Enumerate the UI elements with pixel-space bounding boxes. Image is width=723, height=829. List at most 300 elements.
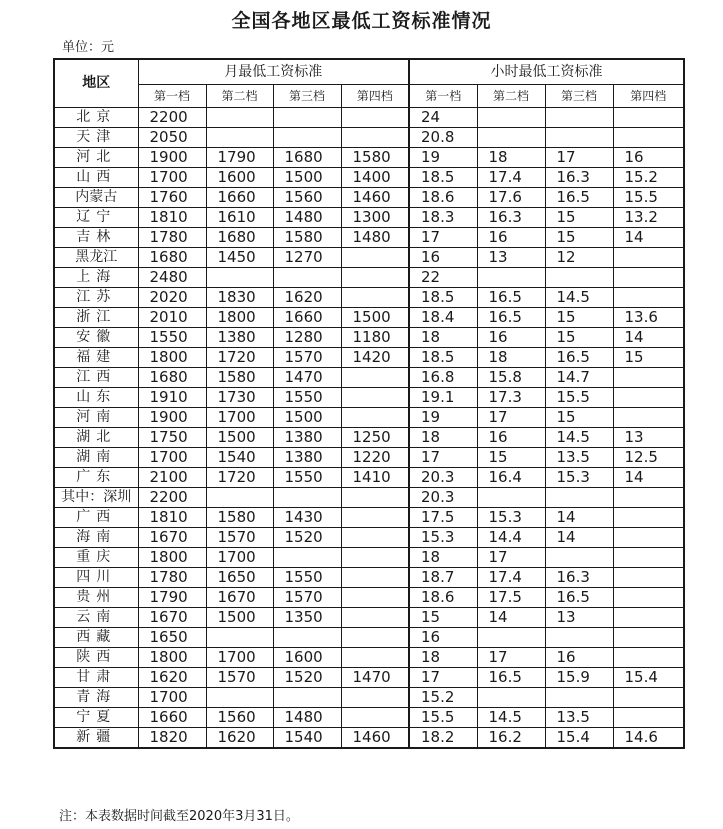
hourly-tier-1-cell: 18 [409, 648, 477, 668]
monthly-tier-2-cell: 1500 [206, 428, 273, 448]
hourly-tier-3-cell: 14.7 [545, 368, 613, 388]
hourly-tier-3-cell [545, 128, 613, 148]
monthly-tier-3-cell: 1550 [273, 388, 341, 408]
monthly-tier-4-cell: 1220 [341, 448, 409, 468]
hourly-tier-2-cell: 16.5 [477, 668, 545, 688]
monthly-tier-2-cell [206, 128, 273, 148]
table-row [54, 188, 684, 208]
hourly-tier-2-cell: 17 [477, 548, 545, 568]
region-column-header: 地区 [54, 59, 138, 108]
monthly-tier-2-cell: 1700 [206, 548, 273, 568]
hourly-tier-1-cell: 18.5 [409, 168, 477, 188]
hourly-tier-3-cell [545, 108, 613, 128]
hourly-tier-4-cell: 15.2 [613, 168, 684, 188]
header-row-groups [54, 59, 684, 85]
monthly-tier-4-cell [341, 548, 409, 568]
hourly-tier-3-cell: 16.5 [545, 188, 613, 208]
hourly-tier-4-cell [613, 628, 684, 648]
hourly-tier-3-cell: 16.5 [545, 348, 613, 368]
unit-label: 单位：元 [62, 40, 115, 55]
monthly-tier-3-cell [273, 688, 341, 708]
hourly-tier-1-cell: 15.2 [409, 688, 477, 708]
monthly-tier-3-cell: 1540 [273, 728, 341, 749]
hourly-tier-2-cell: 16.5 [477, 308, 545, 328]
region-cell: 陕西 [54, 648, 138, 668]
hourly-tier-4-cell: 13.2 [613, 208, 684, 228]
monthly-tier-4-cell: 1460 [341, 188, 409, 208]
region-cell: 吉林 [54, 228, 138, 248]
hourly-tier-2-cell: 17.3 [477, 388, 545, 408]
hourly-tier-2-cell: 17 [477, 648, 545, 668]
monthly-tier-1-cell: 1910 [138, 388, 206, 408]
hourly-tier-2-cell: 15.8 [477, 368, 545, 388]
monthly-tier-2-cell: 1720 [206, 348, 273, 368]
hourly-tier-3-cell: 15.3 [545, 468, 613, 488]
region-cell: 山西 [54, 168, 138, 188]
hourly-tier-1-cell: 18.3 [409, 208, 477, 228]
monthly-tier-3-cell [273, 108, 341, 128]
hourly-tier-3-cell: 17 [545, 148, 613, 168]
monthly-tier-4-cell [341, 388, 409, 408]
hourly-tier-4-cell [613, 548, 684, 568]
monthly-tier-2-cell [206, 268, 273, 288]
hourly-tier-3-cell [545, 628, 613, 648]
monthly-tier-3-cell: 1560 [273, 188, 341, 208]
hourly-tier-2-cell [477, 268, 545, 288]
table-row [54, 148, 684, 168]
monthly-tier-4-cell [341, 108, 409, 128]
monthly-tier-3-cell [273, 128, 341, 148]
monthly-tier-1-cell: 2010 [138, 308, 206, 328]
monthly-tier-1-cell: 1810 [138, 208, 206, 228]
table-row [54, 248, 684, 268]
region-cell: 海南 [54, 528, 138, 548]
hourly-tier-4-cell: 16 [613, 148, 684, 168]
table-row [54, 208, 684, 228]
hourly-tier-4-cell: 14.6 [613, 728, 684, 749]
hourly-tier-1-cell: 15.3 [409, 528, 477, 548]
monthly-tier-3-cell: 1570 [273, 348, 341, 368]
hourly-tier-2-cell [477, 628, 545, 648]
hourly-tier-3-cell: 14.5 [545, 428, 613, 448]
table-row [54, 728, 684, 749]
table-row [54, 608, 684, 628]
hourly-tier-4-cell: 13.6 [613, 308, 684, 328]
monthly-tier-4-cell: 1580 [341, 148, 409, 168]
monthly-tier-4-cell: 1460 [341, 728, 409, 749]
monthly-tier-2-cell: 1580 [206, 508, 273, 528]
monthly-tier-2-cell: 1620 [206, 728, 273, 749]
monthly-tier-2-cell: 1580 [206, 368, 273, 388]
monthly-tier-3-header: 第三档 [273, 85, 341, 108]
monthly-tier-4-cell: 1470 [341, 668, 409, 688]
hourly-tier-4-cell [613, 508, 684, 528]
table-row [54, 168, 684, 188]
monthly-tier-4-cell [341, 608, 409, 628]
monthly-tier-2-cell: 1680 [206, 228, 273, 248]
monthly-tier-1-cell: 1700 [138, 168, 206, 188]
table-row [54, 468, 684, 488]
monthly-tier-4-cell [341, 248, 409, 268]
region-cell: 内蒙古 [54, 188, 138, 208]
monthly-tier-3-cell: 1500 [273, 408, 341, 428]
table-row [54, 408, 684, 428]
table-row [54, 328, 684, 348]
hourly-tier-3-cell [545, 488, 613, 508]
region-cell: 其中：深圳 [54, 488, 138, 508]
hourly-tier-4-cell [613, 708, 684, 728]
monthly-tier-4-cell [341, 528, 409, 548]
hourly-tier-1-cell: 17 [409, 668, 477, 688]
region-cell: 北京 [54, 108, 138, 128]
hourly-tier-3-cell: 16.3 [545, 168, 613, 188]
hourly-tier-2-cell: 18 [477, 348, 545, 368]
monthly-tier-3-cell: 1550 [273, 568, 341, 588]
monthly-tier-2-cell: 1790 [206, 148, 273, 168]
hourly-tier-1-cell: 18.7 [409, 568, 477, 588]
monthly-tier-3-cell: 1270 [273, 248, 341, 268]
monthly-tier-1-cell: 1900 [138, 408, 206, 428]
region-cell: 重庆 [54, 548, 138, 568]
table-row [54, 308, 684, 328]
monthly-tier-2-cell: 1570 [206, 668, 273, 688]
region-cell: 湖北 [54, 428, 138, 448]
hourly-tier-1-cell: 17 [409, 228, 477, 248]
table-row [54, 668, 684, 688]
monthly-tier-3-cell: 1480 [273, 208, 341, 228]
monthly-tier-3-cell: 1380 [273, 428, 341, 448]
region-cell: 安徽 [54, 328, 138, 348]
monthly-tier-1-cell: 2200 [138, 108, 206, 128]
hourly-tier-3-cell: 16.3 [545, 568, 613, 588]
monthly-tier-4-cell [341, 288, 409, 308]
hourly-tier-4-cell [613, 688, 684, 708]
monthly-tier-3-cell: 1570 [273, 588, 341, 608]
monthly-tier-2-cell: 1720 [206, 468, 273, 488]
table-row [54, 588, 684, 608]
hourly-tier-3-cell [545, 688, 613, 708]
monthly-tier-2-cell: 1670 [206, 588, 273, 608]
table-row [54, 548, 684, 568]
hourly-tier-3-cell: 15 [545, 228, 613, 248]
hourly-tier-2-cell: 15.3 [477, 508, 545, 528]
table-row [54, 688, 684, 708]
monthly-tier-2-cell: 1650 [206, 568, 273, 588]
monthly-tier-1-cell: 1810 [138, 508, 206, 528]
monthly-tier-2-cell: 1500 [206, 608, 273, 628]
monthly-tier-2-cell [206, 108, 273, 128]
monthly-tier-2-cell: 1700 [206, 648, 273, 668]
monthly-tier-1-cell: 1680 [138, 248, 206, 268]
table-row [54, 628, 684, 648]
monthly-tier-3-cell: 1470 [273, 368, 341, 388]
monthly-tier-4-cell [341, 488, 409, 508]
table-row [54, 288, 684, 308]
region-cell: 天津 [54, 128, 138, 148]
hourly-tier-4-cell: 15 [613, 348, 684, 368]
monthly-tier-4-cell [341, 628, 409, 648]
monthly-tier-1-cell: 1660 [138, 708, 206, 728]
hourly-tier-1-cell: 17 [409, 448, 477, 468]
hourly-tier-4-cell [613, 648, 684, 668]
hourly-tier-4-cell [613, 388, 684, 408]
hourly-tier-1-cell: 19.1 [409, 388, 477, 408]
table-row [54, 228, 684, 248]
monthly-tier-4-cell: 1250 [341, 428, 409, 448]
monthly-tier-2-cell: 1600 [206, 168, 273, 188]
monthly-tier-4-cell: 1410 [341, 468, 409, 488]
monthly-tier-3-cell: 1380 [273, 448, 341, 468]
table-row [54, 268, 684, 288]
monthly-tier-1-cell: 1670 [138, 528, 206, 548]
monthly-tier-3-cell [273, 548, 341, 568]
region-cell: 黑龙江 [54, 248, 138, 268]
hourly-tier-3-cell: 15.5 [545, 388, 613, 408]
monthly-tier-4-cell [341, 268, 409, 288]
monthly-tier-4-cell [341, 568, 409, 588]
hourly-tier-2-cell: 18 [477, 148, 545, 168]
monthly-group-header: 月最低工资标准 [138, 59, 409, 85]
hourly-tier-1-header: 第一档 [409, 85, 477, 108]
hourly-tier-1-cell: 24 [409, 108, 477, 128]
hourly-tier-2-cell: 16.4 [477, 468, 545, 488]
hourly-tier-1-cell: 18 [409, 428, 477, 448]
monthly-tier-1-cell: 2100 [138, 468, 206, 488]
hourly-tier-3-cell: 13.5 [545, 448, 613, 468]
hourly-tier-2-cell: 17.6 [477, 188, 545, 208]
hourly-tier-1-cell: 16 [409, 628, 477, 648]
hourly-tier-3-cell: 16.5 [545, 588, 613, 608]
monthly-tier-1-cell: 1780 [138, 228, 206, 248]
monthly-tier-1-cell: 1750 [138, 428, 206, 448]
monthly-tier-4-cell [341, 508, 409, 528]
hourly-tier-1-cell: 18 [409, 548, 477, 568]
region-cell: 新疆 [54, 728, 138, 749]
monthly-tier-3-cell: 1620 [273, 288, 341, 308]
hourly-tier-3-cell: 16 [545, 648, 613, 668]
monthly-tier-1-cell: 1900 [138, 148, 206, 168]
hourly-tier-3-cell [545, 268, 613, 288]
hourly-tier-4-cell [613, 588, 684, 608]
hourly-tier-1-cell: 18.6 [409, 588, 477, 608]
monthly-tier-1-cell: 1620 [138, 668, 206, 688]
monthly-tier-1-cell: 1820 [138, 728, 206, 749]
hourly-tier-1-cell: 15 [409, 608, 477, 628]
monthly-tier-1-cell: 2020 [138, 288, 206, 308]
hourly-tier-4-cell [613, 408, 684, 428]
hourly-tier-3-cell: 12 [545, 248, 613, 268]
hourly-tier-2-cell: 14 [477, 608, 545, 628]
hourly-tier-1-cell: 15.5 [409, 708, 477, 728]
monthly-tier-4-cell [341, 588, 409, 608]
region-cell: 甘肃 [54, 668, 138, 688]
hourly-tier-2-cell: 16.2 [477, 728, 545, 749]
hourly-tier-4-cell: 15.4 [613, 668, 684, 688]
hourly-tier-4-cell [613, 568, 684, 588]
hourly-tier-1-cell: 16.8 [409, 368, 477, 388]
hourly-tier-2-cell: 16 [477, 428, 545, 448]
hourly-tier-2-cell: 15 [477, 448, 545, 468]
hourly-tier-3-cell: 14 [545, 528, 613, 548]
hourly-tier-4-cell [613, 108, 684, 128]
hourly-tier-2-cell [477, 128, 545, 148]
hourly-tier-4-cell [613, 528, 684, 548]
region-cell: 河北 [54, 148, 138, 168]
monthly-tier-3-cell [273, 628, 341, 648]
monthly-tier-4-cell: 1300 [341, 208, 409, 228]
hourly-tier-3-cell: 13.5 [545, 708, 613, 728]
monthly-tier-2-cell: 1700 [206, 408, 273, 428]
hourly-tier-1-cell: 20.3 [409, 468, 477, 488]
region-cell: 江西 [54, 368, 138, 388]
hourly-tier-1-cell: 18 [409, 328, 477, 348]
monthly-tier-2-cell: 1730 [206, 388, 273, 408]
footnote: 注：本表数据时间截至2020年3月31日。 [59, 809, 299, 824]
hourly-tier-2-cell [477, 108, 545, 128]
monthly-tier-4-cell [341, 128, 409, 148]
monthly-tier-4-cell [341, 408, 409, 428]
region-cell: 贵州 [54, 588, 138, 608]
hourly-tier-1-cell: 18.4 [409, 308, 477, 328]
monthly-tier-3-cell: 1500 [273, 168, 341, 188]
monthly-tier-4-cell [341, 368, 409, 388]
region-cell: 上海 [54, 268, 138, 288]
monthly-tier-1-cell: 1780 [138, 568, 206, 588]
hourly-tier-3-cell: 15 [545, 408, 613, 428]
table-row [54, 428, 684, 448]
region-cell: 浙江 [54, 308, 138, 328]
hourly-tier-1-cell: 18.2 [409, 728, 477, 749]
monthly-tier-2-cell: 1450 [206, 248, 273, 268]
monthly-tier-1-cell: 1700 [138, 448, 206, 468]
monthly-tier-2-cell [206, 688, 273, 708]
monthly-tier-3-cell: 1520 [273, 528, 341, 548]
hourly-tier-1-cell: 18.5 [409, 288, 477, 308]
monthly-tier-3-cell: 1550 [273, 468, 341, 488]
monthly-tier-1-cell: 1670 [138, 608, 206, 628]
monthly-tier-2-cell: 1380 [206, 328, 273, 348]
monthly-tier-4-cell: 1420 [341, 348, 409, 368]
monthly-tier-1-cell: 1550 [138, 328, 206, 348]
hourly-tier-4-cell [613, 608, 684, 628]
monthly-tier-1-cell: 1700 [138, 688, 206, 708]
monthly-tier-4-cell: 1180 [341, 328, 409, 348]
monthly-tier-2-cell: 1800 [206, 308, 273, 328]
hourly-tier-2-cell: 16.5 [477, 288, 545, 308]
monthly-tier-2-cell: 1540 [206, 448, 273, 468]
region-cell: 河南 [54, 408, 138, 428]
hourly-tier-3-cell: 13 [545, 608, 613, 628]
hourly-tier-2-cell: 14.4 [477, 528, 545, 548]
region-cell: 湖南 [54, 448, 138, 468]
monthly-tier-3-cell: 1600 [273, 648, 341, 668]
table-row [54, 348, 684, 368]
monthly-tier-3-cell: 1580 [273, 228, 341, 248]
hourly-tier-4-cell: 13 [613, 428, 684, 448]
monthly-tier-1-cell: 1650 [138, 628, 206, 648]
table-row [54, 508, 684, 528]
hourly-tier-1-cell: 20.3 [409, 488, 477, 508]
region-cell: 辽宁 [54, 208, 138, 228]
table-row [54, 708, 684, 728]
hourly-tier-2-cell: 14.5 [477, 708, 545, 728]
region-cell: 江苏 [54, 288, 138, 308]
monthly-tier-1-cell: 1790 [138, 588, 206, 608]
region-cell: 宁夏 [54, 708, 138, 728]
hourly-group-header: 小时最低工资标准 [409, 59, 684, 85]
table-row [54, 108, 684, 128]
monthly-tier-2-cell: 1830 [206, 288, 273, 308]
hourly-tier-1-cell: 17.5 [409, 508, 477, 528]
monthly-tier-2-cell: 1560 [206, 708, 273, 728]
hourly-tier-1-cell: 18.6 [409, 188, 477, 208]
hourly-tier-3-cell: 15 [545, 308, 613, 328]
monthly-tier-3-cell [273, 488, 341, 508]
hourly-tier-2-cell: 17.4 [477, 168, 545, 188]
hourly-tier-3-cell: 14 [545, 508, 613, 528]
hourly-tier-1-cell: 19 [409, 148, 477, 168]
monthly-tier-2-cell [206, 488, 273, 508]
table-row [54, 648, 684, 668]
hourly-tier-4-cell [613, 268, 684, 288]
monthly-tier-3-cell: 1660 [273, 308, 341, 328]
monthly-tier-1-cell: 2480 [138, 268, 206, 288]
hourly-tier-4-cell: 14 [613, 328, 684, 348]
table-row [54, 368, 684, 388]
monthly-tier-3-cell: 1480 [273, 708, 341, 728]
monthly-tier-4-cell [341, 688, 409, 708]
region-cell: 福建 [54, 348, 138, 368]
table-row [54, 488, 684, 508]
hourly-tier-3-cell: 15 [545, 328, 613, 348]
monthly-tier-2-cell: 1610 [206, 208, 273, 228]
hourly-tier-2-header: 第二档 [477, 85, 545, 108]
monthly-tier-3-cell [273, 268, 341, 288]
hourly-tier-3-cell: 15 [545, 208, 613, 228]
monthly-tier-4-cell: 1480 [341, 228, 409, 248]
hourly-tier-3-header: 第三档 [545, 85, 613, 108]
monthly-tier-4-cell [341, 648, 409, 668]
table-body [54, 108, 684, 749]
hourly-tier-4-cell [613, 288, 684, 308]
monthly-tier-1-cell: 1800 [138, 548, 206, 568]
hourly-tier-1-cell: 20.8 [409, 128, 477, 148]
hourly-tier-3-cell [545, 548, 613, 568]
monthly-tier-4-cell: 1400 [341, 168, 409, 188]
hourly-tier-1-cell: 18.5 [409, 348, 477, 368]
region-cell: 青海 [54, 688, 138, 708]
hourly-tier-2-cell: 16.3 [477, 208, 545, 228]
hourly-tier-4-cell [613, 248, 684, 268]
monthly-tier-3-cell: 1430 [273, 508, 341, 528]
hourly-tier-1-cell: 19 [409, 408, 477, 428]
table-row [54, 388, 684, 408]
hourly-tier-4-cell [613, 128, 684, 148]
hourly-tier-1-cell: 22 [409, 268, 477, 288]
hourly-tier-2-cell [477, 688, 545, 708]
hourly-tier-3-cell: 15.9 [545, 668, 613, 688]
header-row-tiers [54, 85, 684, 108]
hourly-tier-4-cell: 12.5 [613, 448, 684, 468]
monthly-tier-1-cell: 1680 [138, 368, 206, 388]
region-cell: 广东 [54, 468, 138, 488]
hourly-tier-2-cell: 13 [477, 248, 545, 268]
hourly-tier-3-cell: 14.5 [545, 288, 613, 308]
region-cell: 广西 [54, 508, 138, 528]
hourly-tier-4-cell: 15.5 [613, 188, 684, 208]
monthly-tier-1-cell: 2050 [138, 128, 206, 148]
hourly-tier-2-cell: 16 [477, 328, 545, 348]
